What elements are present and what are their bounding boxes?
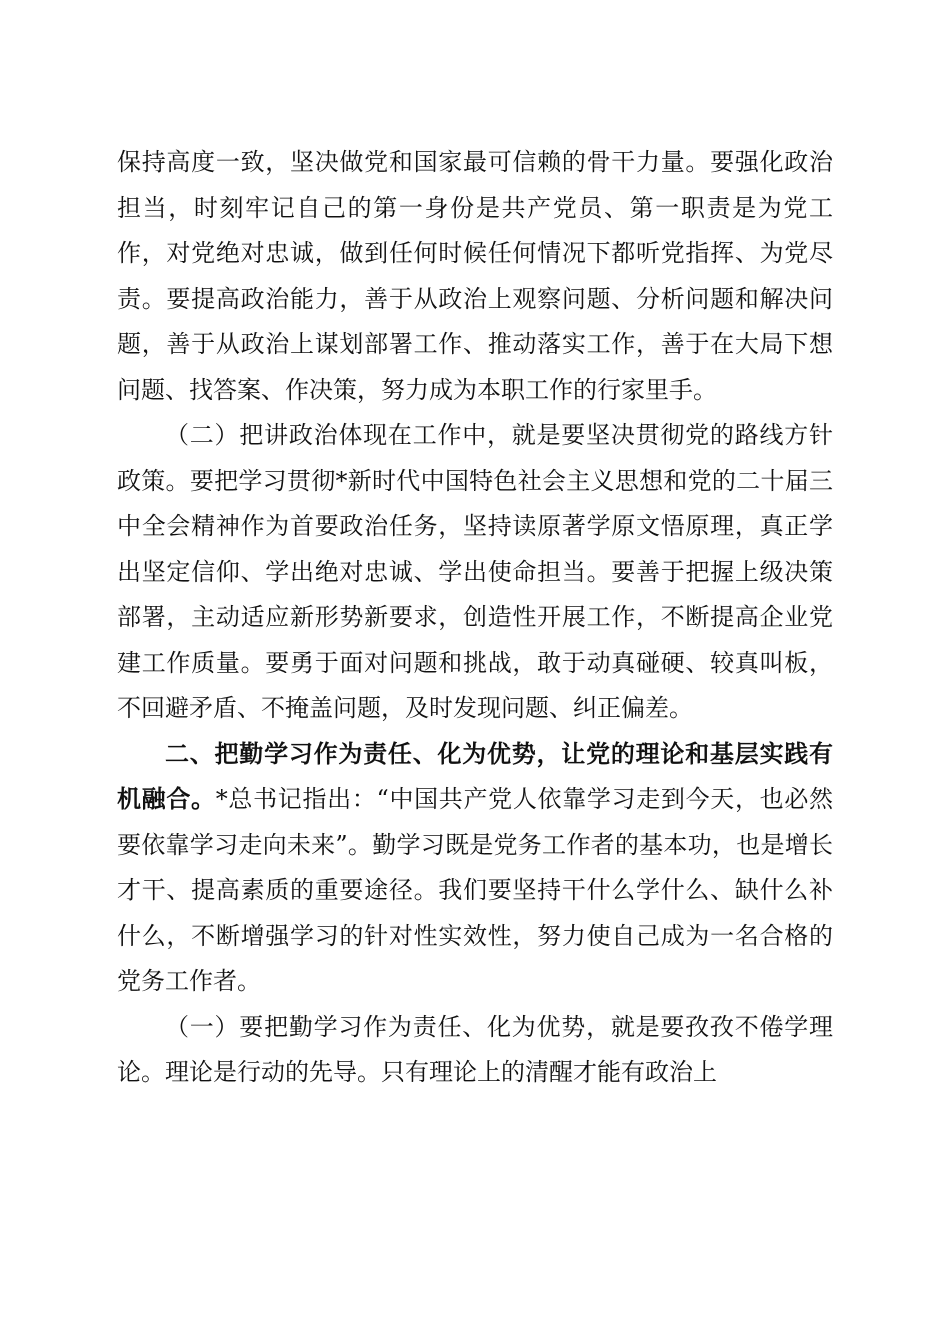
paragraph-3-text: *总书记指出：“中国共产党人依靠学习走到今天，也必然要依靠学习走向未来”。勤学习既是党务工作者的基本功，也是增长才干、提高素质的重要途径。我们要坚持干什么学什么、缺什么补什么，不断增强学习的针对性实效性，努力使自己成为一名合格的党务工作者。 — [117, 785, 834, 995]
document-page — [117, 140, 833, 1096]
paragraph-4-text: 理论是行动的先导。只有理论上的清醒才能有政治上 — [165, 1058, 717, 1086]
paragraph-1-text: 保持高度一致，坚决做党和国家最可信赖的骨干力量。要强化政治担当，时刻牢记自己的第一身份是共产党员、第一职责是为党工作，对党绝对忠诚，做到任何时候任何情况下都听党指挥、为党尽责。要提高政治能力，善于从政治上观察问题、分析问题和解决问题，善于从政治上谋划部署工作、推动落实工作，善于在大局下想问题、找答案、作决策，努力成为本职工作的行家里手。 — [117, 148, 833, 404]
paragraph-2 — [117, 413, 833, 732]
paragraph-4 — [117, 1005, 833, 1096]
paragraph-1 — [117, 140, 833, 413]
paragraph-3 — [117, 732, 833, 1005]
section-2-heading: 二、把勤学习作为责任、化为优势，让党的理论和基层实践有机融合。 — [117, 739, 833, 813]
paragraph-2-text: 要把学习贯彻*新时代中国特色社会主义思想和党的二十届三中全会精神作为首要政治任务，坚持读原著学原文悟原理，真正学出坚定信仰、学出绝对忠诚、学出使命担当。要善于把握上级决策部署，主动适应新形势新要求，创造性开展工作，不断提高企业党建工作质量。要勇于面对问题和挑战，敢于动真碰硬、较真叫板，不回避矛盾、不掩盖问题，及时发现问题、纠正偏差。 — [117, 466, 833, 722]
subsection-2-heading: （二）把讲政治体现在工作中，就是要坚决贯彻党的路线方针政策。 — [117, 421, 833, 495]
subsection-1-heading: （一）要把勤学习作为责任、化为优势，就是要孜孜不倦学理论。 — [117, 1012, 833, 1086]
